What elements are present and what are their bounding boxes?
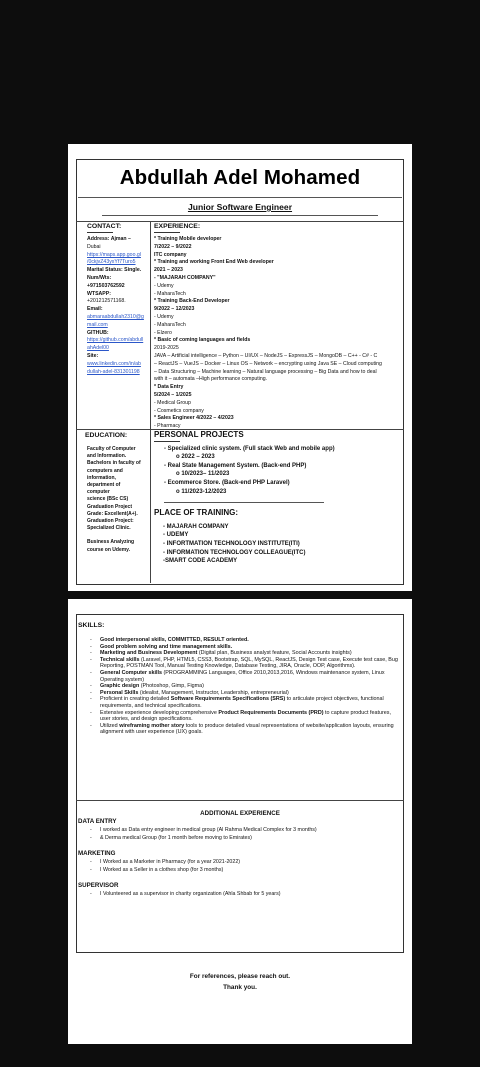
heading-rule	[87, 232, 113, 233]
training-line: -SMART CODE ACADEMY	[163, 558, 238, 565]
education-line: Faculty of Computer	[87, 446, 136, 452]
divider	[164, 502, 324, 503]
projects-heading: PERSONAL PROJECTS	[154, 430, 244, 439]
resume-page-2	[68, 599, 412, 1044]
supervisor-list	[78, 890, 402, 898]
contact-line: Site:	[87, 352, 99, 359]
data-entry-item: - & Derma medical Group (for 1 month before moving to Emirates)	[78, 834, 402, 842]
experience-list	[154, 236, 402, 431]
project-line: o 2022 – 2023	[176, 454, 215, 461]
contact-line: Dubai	[87, 243, 101, 250]
contact-line: Num/Wts:	[87, 274, 112, 281]
project-line: - Specialized clinic system. (Full stack Web and mobile app)	[164, 445, 335, 452]
skill-item	[78, 683, 402, 690]
skill-rest: to capture product features, user stories, and design specifications.	[100, 709, 391, 723]
experience-line: - Medical Group	[154, 399, 191, 406]
contact-link[interactable]: abmaraabdullah2310@g	[87, 313, 144, 320]
training-line: - MAJARAH COMPANY	[163, 523, 229, 530]
training-line: - UDEMY	[163, 532, 189, 539]
education-line: Bachelors in faculty of	[87, 460, 141, 467]
skill-item	[78, 696, 402, 709]
additional-experience-section	[78, 810, 402, 898]
experience-line: * Training Mobile developer	[154, 236, 222, 242]
education-line: and Information.	[87, 453, 127, 460]
education-line: department of	[87, 482, 121, 489]
footer-line: Thank you.	[223, 984, 257, 991]
experience-line: - Elzero	[154, 329, 172, 336]
experience-line: - MaharaTech	[154, 321, 186, 328]
experience-line: * Training and working Front End Web developer	[154, 259, 274, 266]
skill-bold: Product Requirements Documents (PRD)	[218, 709, 324, 716]
project-line: - Ecommerce Store. (Back-end PHP Laravel)	[164, 479, 290, 486]
contact-section	[80, 222, 148, 376]
skill-item	[78, 710, 402, 723]
skill-rest: to articulate project objectives, functional requirements, and technical specifications.	[100, 696, 384, 709]
education-line: information,	[87, 474, 116, 481]
contact-link[interactable]: https://maps.app.goo.gl	[87, 251, 141, 258]
project-line: - Real State Management System. (Back-end PHP)	[164, 462, 307, 469]
experience-line: – ReactJS – VueJS – Docker – Linux OS – Network – encrypting using Java SE – Cloud computing	[154, 360, 382, 367]
experience-line: ITC company	[154, 251, 187, 258]
contact-list	[80, 236, 148, 376]
marketing-list	[78, 858, 402, 874]
experience-line: - Pharmacy	[154, 423, 181, 430]
skill-item	[78, 644, 402, 651]
education-section	[80, 431, 148, 554]
supervisor-heading: SUPERVISOR	[78, 882, 119, 889]
contact-link[interactable]: ahAdel00	[87, 345, 109, 352]
training-heading: PLACE OF TRAINING:	[154, 508, 238, 518]
skill-bold: General Computer skills	[100, 669, 163, 676]
experience-line: * Training Back-End Developer	[154, 298, 230, 305]
heading-rule	[154, 232, 180, 233]
section-divider	[76, 800, 404, 801]
skill-rest: tools to produce detailed visual representations of website/application layouts, ensuring alignment with user experience (UX) goals.	[100, 722, 394, 736]
marketing-item: - I Worked as a Seller in a clothes shop (for 3 months)	[78, 866, 402, 874]
skill-bold: Good interpersonal skills, COMMITTED, RESULT oriented.	[100, 637, 249, 643]
training-line: - INFORMATION TECHNOLOGY COLLEAGUE(ITC)	[163, 549, 306, 556]
education-line: Specialized Clinic.	[87, 525, 131, 532]
project-line: o 11/2023-12/2023	[176, 488, 227, 495]
skill-item	[78, 723, 402, 736]
skill-rest: (Digital plan, Business analyst feature, Social Accounts insights)	[197, 650, 352, 657]
skill-item	[78, 690, 402, 697]
candidate-name: Abdullah Adel Mohamed	[119, 166, 361, 189]
contact-link[interactable]: www.linkedin.com/in/ab	[87, 360, 141, 367]
experience-line: with it – automata –High performance computing.	[154, 376, 268, 383]
resume-page-1	[68, 144, 412, 591]
marketing-item: - I Worked as a Marketer in Pharmacy (for a year 2021-2022)	[78, 858, 402, 866]
skill-bold: Good problem solving and time management skills.	[100, 643, 233, 650]
contact-line: WTSAPP:	[87, 290, 111, 297]
heading-rule	[154, 441, 180, 442]
education-line: Graduation Project	[87, 503, 133, 510]
supervisor-item: - I Volunteered as a supervisor in charity organization (Ahla Shbab for 5 years)	[78, 890, 402, 898]
education-line: science (BSc CS)	[87, 496, 129, 503]
skill-prefix: Proficient in creating detailed	[100, 696, 171, 703]
skill-rest: (idealist, Management, Instructor, Leadership, entrepreneurial)	[138, 689, 289, 696]
contact-link[interactable]: dullah-adel-831301198	[87, 368, 140, 375]
skill-bold: Marketing and Business Development	[100, 650, 198, 657]
skills-heading: SKILLS:	[78, 622, 105, 629]
experience-line: - "MAJARAH COMPANY"	[154, 274, 216, 281]
experience-line: - MaharaTech	[154, 290, 186, 297]
education-line: Grade: Excellent(A+).	[87, 510, 138, 517]
skill-prefix: Utilized	[100, 722, 120, 729]
experience-line: 2019-2025	[154, 345, 179, 352]
contact-line: Marital Status: Single.	[87, 267, 142, 274]
footer	[68, 971, 412, 993]
skill-item	[78, 650, 402, 657]
contact-link[interactable]: https://github.com/abdull	[87, 337, 144, 344]
column-divider	[150, 221, 151, 583]
skill-bold: Graphic design	[100, 683, 140, 690]
contact-link[interactable]: mail.com	[87, 321, 108, 328]
projects-list	[154, 445, 402, 497]
projects-section	[154, 431, 402, 566]
contact-heading: CONTACT:	[87, 223, 122, 230]
contact-line: Email:	[87, 306, 103, 313]
education-line: computer	[87, 489, 110, 496]
divider	[102, 215, 378, 216]
skill-rest: (PROGRAMMING Languages, Office 2010,2013,2016, Windows maintenance system, Linux Operating system)	[100, 669, 385, 683]
data-entry-heading: DATA ENTRY	[78, 818, 117, 825]
experience-line: – Data Structuring – Machine learning – Natural language processing – Big Data and how to deal	[154, 368, 377, 375]
education-line: Graduation Project:	[87, 518, 134, 525]
footer-line: For references, please reach out.	[189, 973, 291, 980]
contact-line: GITHUB:	[87, 329, 109, 336]
contact-link[interactable]: /0ckjvZ43yxYf7Turo5	[87, 259, 136, 266]
education-list	[80, 446, 148, 532]
experience-line: * Basic of coming languages and fields	[154, 337, 251, 344]
skill-bold: Personal Skills	[100, 689, 139, 696]
skill-prefix: Extensive experience developing comprehensive	[100, 709, 219, 716]
experience-line: - Udemy	[154, 282, 174, 289]
skill-item	[78, 637, 402, 644]
experience-line: JAVA – Artificial intelligence – Python – UI/UX – NodeJS – ExpressJS – MongoDB – C++ - C# - C	[154, 352, 378, 359]
contact-line: +971503762592	[87, 282, 125, 289]
data-entry-item: - I worked as Data entry engineer in medical group (Al Rahma Medical Complex for 3 months)	[78, 826, 402, 834]
experience-line: * Data Entry	[154, 384, 184, 391]
marketing-heading: MARKETING	[78, 850, 116, 857]
skills-list	[78, 637, 402, 736]
divider	[78, 197, 402, 198]
skill-bold: Technical skills	[100, 656, 140, 663]
skill-bold: wireframing mother story	[119, 722, 185, 729]
training-list	[154, 523, 402, 566]
experience-heading: EXPERIENCE:	[154, 223, 201, 230]
education-extra	[80, 539, 148, 553]
education-heading: EDUCATION:	[85, 432, 128, 439]
experience-line: 9/2022 – 12/2023	[154, 306, 195, 313]
experience-line: - Udemy	[154, 313, 174, 320]
contact-line: Address: Ajman –	[87, 236, 131, 242]
skill-item	[78, 670, 402, 683]
data-entry-list	[78, 826, 402, 842]
experience-line: 7/2022 – 9/2022	[154, 243, 192, 250]
skill-bold: Software Requirements Specifications (SRS)	[170, 696, 286, 703]
skill-item	[78, 657, 402, 670]
experience-line: 5/2024 – 1/2025	[154, 391, 192, 398]
job-title: Junior Software Engineer	[187, 202, 293, 212]
contact-line: +201212571168.	[87, 298, 126, 305]
skills-section	[78, 621, 402, 736]
experience-line: * Sales Engineer 4/2022 – 4/2023	[154, 415, 234, 422]
experience-line: 2021 – 2023	[154, 267, 183, 274]
education-line: computers and	[87, 467, 123, 474]
experience-section	[154, 222, 402, 431]
skill-rest: (Laravel, PHP, HTML5, CSS3, Bootstrap, SQL, MySQL, ReactJS, Design Test case, Execute test case, Bug Reporting, POSTMAN Tool, Manual Testing Knowledge, Database Testing, JIRA, Oracle, OOP, Algorithms).	[100, 656, 398, 670]
additional-heading: ADDITIONAL EXPERIENCE	[200, 810, 280, 817]
education-extra-line: Business Analyzing	[87, 539, 135, 546]
training-line: - INFORTMATION TECHNOLOGY INSTITUTE(ITI)	[163, 540, 300, 547]
project-line: o 10/2023– 11/2023	[176, 471, 230, 478]
education-extra-line: course on Udemy.	[87, 546, 130, 553]
skill-rest: (Photoshop, Gimp, Figma)	[139, 683, 204, 690]
experience-line: - Cosmetics company	[154, 407, 204, 414]
